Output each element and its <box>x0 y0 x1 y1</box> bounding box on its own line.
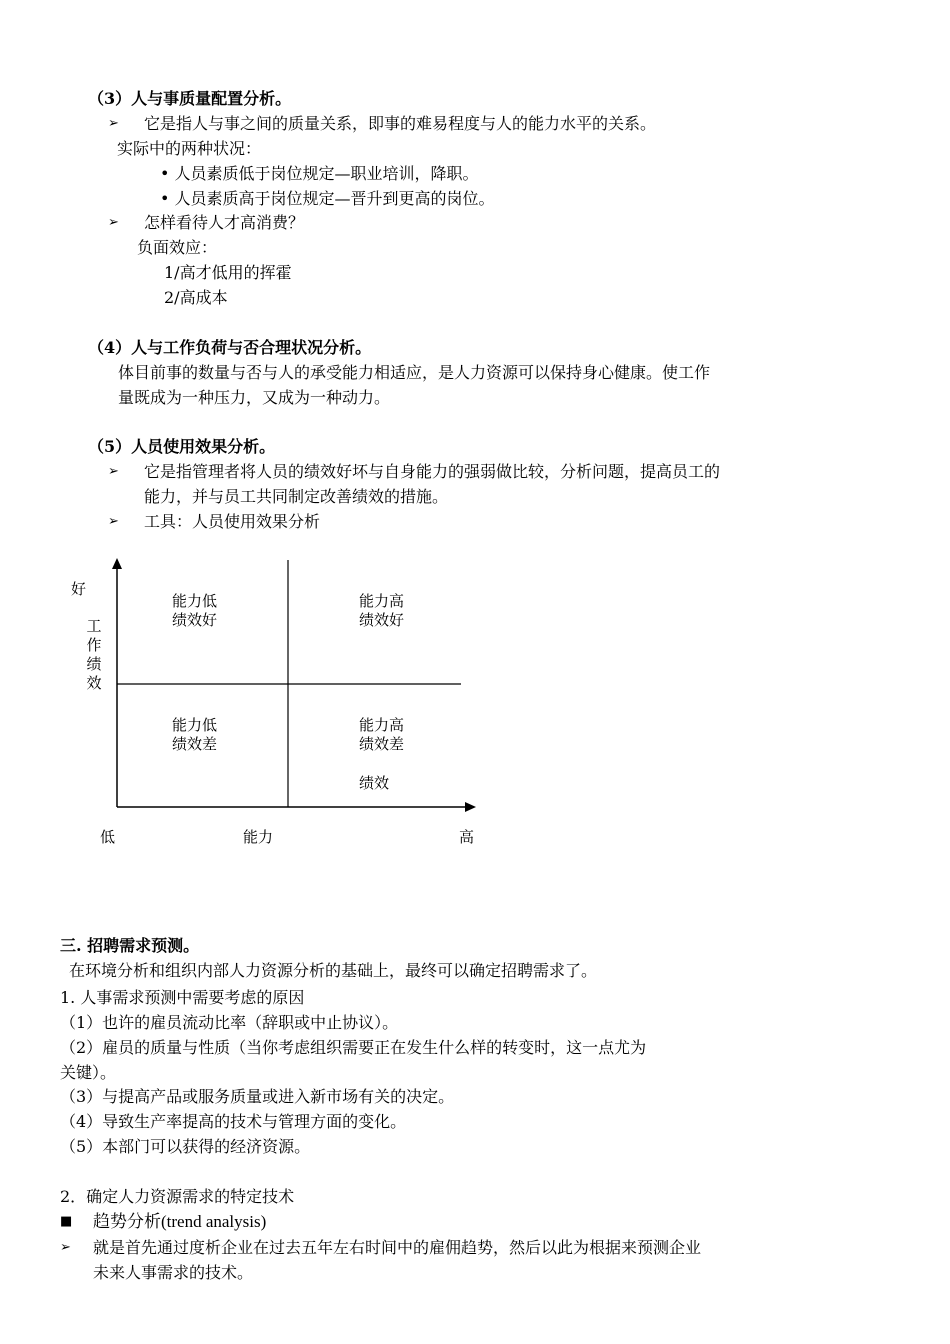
part3-intro: 在环境分析和组织内部人力资源分析的基础上，最终可以确定招聘需求了。 <box>69 961 598 980</box>
arrow-bullet-icon: ➢ <box>108 215 119 230</box>
y-axis-label-char: 绩 <box>86 655 102 673</box>
trend-desc-line1: 就是首先通过度析企业在过去五年左右时间中的雇佣趋势，然后以此为根据来预测企业 <box>93 1238 702 1257</box>
reason-1: （1）也许的雇员流动比率（辞职或中止协议）。 <box>60 1013 399 1032</box>
section-3-heading: （3）人与事质量配置分析。 <box>88 89 292 108</box>
sec3-bullet1: 它是指人与事之间的质量关系，即事的难易程度与人的能力水平的关系。 <box>144 114 657 133</box>
reason-4: （4）导致生产率提高的技术与管理方面的变化。 <box>60 1112 407 1131</box>
quadrant-bottom-left-line2: 绩效差 <box>172 735 218 753</box>
section-4-heading: （4）人与工作负荷与否合理状况分析。 <box>88 338 372 357</box>
status-item-2: • 人员素质高于岗位规定—晋升到更高的岗位。 <box>160 189 495 208</box>
quadrant-top-right-line1: 能力高 <box>359 592 405 610</box>
reason-2-line2: 关键）。 <box>60 1063 117 1082</box>
y-axis-arrowhead <box>112 558 122 569</box>
status-label: 实际中的两种状况： <box>117 139 262 158</box>
sec4-line2: 量既成为一种压力，又成为一种动力。 <box>118 388 391 407</box>
x-axis-label: 能力 <box>243 828 274 846</box>
part3-item-2: 2．确定人力资源需求的特定技术 <box>60 1187 295 1206</box>
negative-effects-label: 负面效应： <box>137 238 218 257</box>
square-bullet-icon: ■ <box>60 1214 73 1229</box>
part3-item-1: 1. 人事需求预测中需要考虑的原因 <box>60 988 305 1007</box>
sec5-bullet1-line1: 它是指管理者将人员的绩效好坏与自身能力的强弱做比较，分析问题，提高员工的 <box>144 462 721 481</box>
sec3-bullet2: 怎样看待人才高消费？ <box>144 213 305 232</box>
reason-3: （3）与提高产品或服务质量或进入新市场有关的决定。 <box>60 1087 455 1106</box>
y-axis-label-char: 效 <box>86 674 102 692</box>
sec4-line1: 体目前事的数量与否与人的承受能力相适应，是人力资源可以保持身心健康。使工作 <box>118 363 711 382</box>
sec5-bullet1-line2: 能力，并与员工共同制定改善绩效的措施。 <box>144 487 449 506</box>
negative-effect-1: 1/高才低用的挥霍 <box>164 263 292 282</box>
section-5-heading: （5）人员使用效果分析。 <box>88 437 276 456</box>
quadrant-top-left-line2: 绩效好 <box>172 611 218 629</box>
sec5-bullet2: 工具：人员使用效果分析 <box>144 512 321 531</box>
arrow-bullet-icon: ➢ <box>60 1240 71 1255</box>
x-axis-arrowhead <box>465 802 476 812</box>
trend-analysis-item: 趋势分析(trend analysis) <box>93 1212 267 1231</box>
y-axis-top-label: 好 <box>71 580 87 598</box>
status-item-1: • 人员素质低于岗位规定—职业培训，降职。 <box>160 164 479 183</box>
quadrant-bottom-right-line2: 绩效差 <box>359 735 405 753</box>
arrow-bullet-icon: ➢ <box>108 464 119 479</box>
arrow-bullet-icon: ➢ <box>108 514 119 529</box>
y-axis-label-char: 作 <box>86 636 102 654</box>
negative-effect-2: 2/高成本 <box>164 288 228 307</box>
reason-2-line1: （2）雇员的质量与性质（当你考虑组织需要正在发生什么样的转变时，这一点尤为 <box>60 1038 647 1057</box>
x-axis-low-label: 低 <box>100 828 116 846</box>
quadrant-extra-label: 绩效 <box>359 774 390 792</box>
quadrant-bottom-right-line1: 能力高 <box>359 716 405 734</box>
quadrant-top-left-line1: 能力低 <box>172 592 218 610</box>
reason-5: （5）本部门可以获得的经济资源。 <box>60 1137 311 1156</box>
y-axis-label-char: 工 <box>86 617 102 635</box>
part-3-heading: 三. 招聘需求预测。 <box>60 936 200 955</box>
trend-desc-line2: 未来人事需求的技术。 <box>93 1263 254 1282</box>
x-axis-high-label: 高 <box>459 828 475 846</box>
quadrant-top-right-line2: 绩效好 <box>359 611 405 629</box>
quadrant-bottom-left-line1: 能力低 <box>172 716 218 734</box>
arrow-bullet-icon: ➢ <box>108 116 119 131</box>
